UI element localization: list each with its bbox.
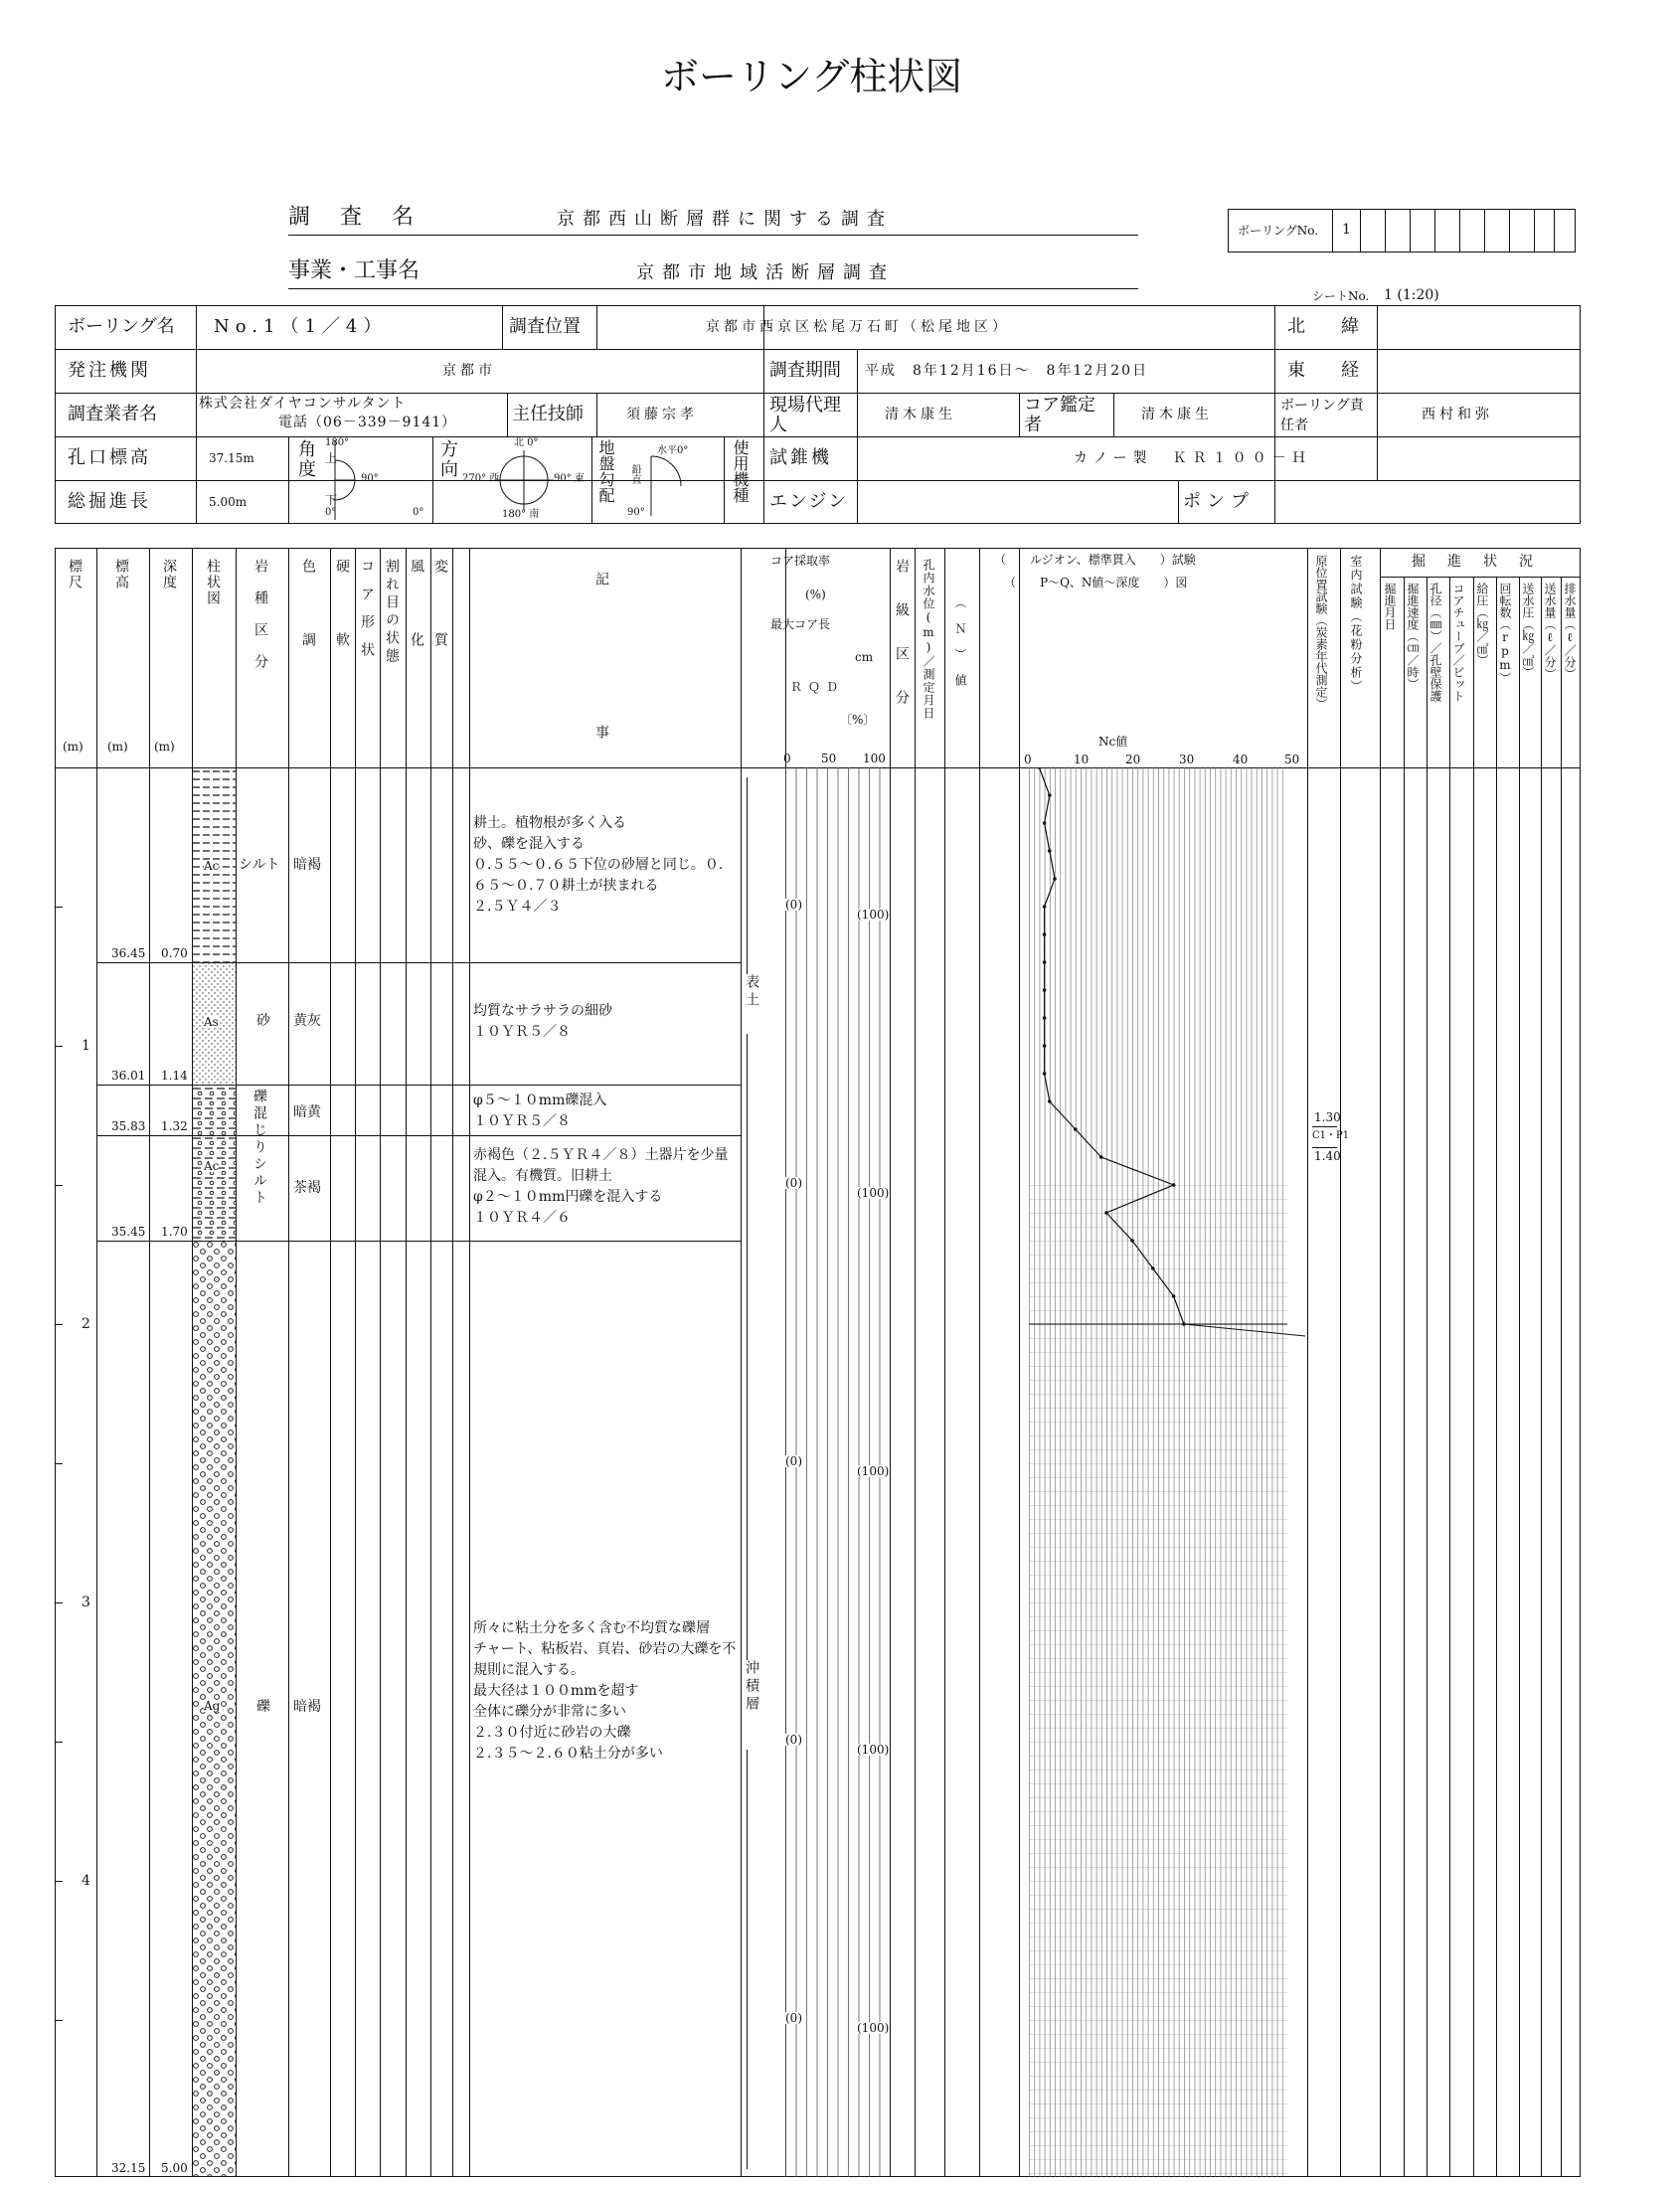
desc-line: φ２～１０mm円礫を混入する	[473, 1189, 663, 1205]
insitu-top: 1.30	[1314, 1110, 1341, 1124]
angle-diagram	[323, 438, 432, 522]
dir-north: 北 0°	[514, 437, 539, 448]
survey-name-label: 調 査 名	[288, 205, 419, 230]
col-alter: 変質	[432, 559, 448, 706]
chief-label: 主任技師	[512, 404, 584, 424]
slope-label: 地盤勾配	[596, 439, 615, 503]
nc-axis-50: 50	[1284, 753, 1300, 766]
core-reading-2-rqd: (100)	[857, 1186, 890, 1200]
drill-col-2: 掘進速度（㎝／時）	[1406, 583, 1420, 690]
boring-no-label: ボーリングNo.	[1238, 224, 1319, 238]
boring-name-label: ボーリング名	[68, 316, 175, 337]
dir-south: 180° 南	[502, 509, 540, 520]
layer-2-depth: 1.14	[161, 1069, 188, 1083]
nc-axis-30: 30	[1179, 753, 1195, 766]
project-name: 京都市地域活断層調査	[636, 262, 895, 283]
desc-line: ２.３０付近に砂岩の大礫	[473, 1725, 631, 1741]
orderer-label: 発注機関	[68, 360, 151, 381]
desc-line: 赤褐色（２.５ＹＲ４／８）土器片を少量	[473, 1147, 729, 1163]
desc-line: １０ＹＲ５／８	[473, 1024, 571, 1040]
desc-line: １０ＹＲ４／６	[473, 1210, 571, 1226]
layer-5-elev: 32.15	[111, 2161, 146, 2175]
layer-1-depth: 0.70	[161, 946, 188, 960]
layer-5-rock: 礫	[256, 1699, 270, 1715]
scale-tick-2: 2	[82, 1316, 90, 1332]
core-reading-1-rate: (0)	[785, 898, 802, 912]
nc-point	[1043, 932, 1047, 936]
layer-4-elev: 35.45	[111, 1225, 146, 1239]
nc-point	[1172, 1294, 1176, 1298]
layer-1-rock: シルト	[239, 857, 280, 873]
col-insitu: 原位置試験（炭素年代測定）	[1314, 555, 1328, 710]
dir-east: 90° 東	[554, 473, 585, 484]
dir-west: 270° 西	[462, 473, 500, 484]
col-column: 柱状図	[205, 559, 221, 606]
drill-col-8: 送水量（ℓ／分）	[1543, 583, 1557, 680]
nc-point	[1130, 1239, 1134, 1243]
layer-1-desc	[473, 813, 738, 918]
nc-point	[1099, 1155, 1103, 1159]
layer-2-color: 黄灰	[293, 1013, 321, 1029]
col-weather: 風化	[409, 559, 424, 706]
nc-point	[1074, 1127, 1078, 1131]
machine-label: 使用機種	[731, 439, 750, 503]
east-label: 東 経	[1287, 360, 1359, 381]
slope-horizontal: 水平0°	[657, 445, 689, 456]
nc-point	[1043, 1016, 1047, 1020]
engine-label: エンジン	[769, 491, 849, 512]
nc-point	[1104, 1211, 1108, 1215]
col-max-core: 最大コア長	[770, 617, 831, 631]
sheet-no-label: シートNo.	[1312, 289, 1370, 303]
col-desc: 記事	[593, 572, 609, 878]
col-color: 色調	[300, 559, 316, 706]
nc-point	[1048, 849, 1052, 853]
nc-point	[1172, 1183, 1176, 1187]
scale-tick-3: 3	[82, 1595, 90, 1610]
rig-label: 試錐機	[769, 447, 832, 468]
agent-label: 現場代理人	[769, 395, 841, 435]
desc-line: φ５～１０mm礫混入	[473, 1093, 607, 1108]
col-lugeon: （ ルジオン、標準貫入 ）試験	[994, 553, 1196, 567]
chief: 須藤宗孝	[626, 407, 698, 422]
layer-2-code: As	[204, 1015, 219, 1029]
col-core-rate-unit: (%)	[805, 588, 826, 601]
col-depth-unit: (m)	[154, 740, 175, 754]
layer-1-elev: 36.45	[111, 946, 146, 960]
layer-5-desc	[473, 1618, 738, 1765]
desc-line: 最大径は１００mmを超す	[473, 1683, 639, 1699]
contractor-label: 調査業者名	[68, 404, 157, 424]
elev-label: 孔口標高	[68, 447, 151, 468]
col-lugeon2: （ P～Q、N値～深度 ）図	[1004, 576, 1188, 589]
nc-axis-20: 20	[1125, 753, 1141, 766]
drill-col-5: 給圧（㎏／㎠）	[1475, 583, 1489, 666]
col-water: 孔内水位(m)／測定月日	[922, 559, 935, 720]
north-label: 北 緯	[1287, 316, 1359, 337]
nc-point	[1048, 793, 1052, 797]
direction-label: 方向	[437, 439, 458, 479]
col-core-rate: コア採取率	[770, 554, 831, 568]
insitu-bottom: 1.40	[1314, 1149, 1341, 1163]
col-scale-unit: (m)	[63, 740, 84, 754]
drill-col-6: 回転数（rpm）	[1498, 583, 1512, 684]
col-max-core-unit: cm	[855, 650, 874, 664]
col-rock-grade: 岩級区分	[894, 559, 910, 734]
core-reading-5-rate: (0)	[785, 2011, 802, 2025]
period-label: 調査期間	[769, 360, 841, 381]
col-rock: 岩種区分	[252, 559, 268, 686]
desc-line: 規則に混入する。	[473, 1662, 585, 1678]
desc-line: 全体に礫分が非常に多い	[473, 1704, 626, 1720]
layer-2-rock: 砂	[256, 1013, 270, 1029]
sheet-no: 1 (1:20)	[1384, 287, 1439, 303]
slope-diagram	[621, 438, 721, 522]
layer-5-code: Ag	[204, 1699, 221, 1713]
nc-chart	[1029, 767, 1307, 2177]
layer-5-color: 暗褐	[293, 1699, 321, 1715]
drill-col-3: 孔径（㎜）／孔壁保護	[1428, 583, 1442, 702]
col-core: コア形状	[359, 559, 375, 670]
desc-line: ０.５５～０.６５下位の砂層と同じ。０.	[473, 857, 724, 873]
page-title: ボーリング柱状図	[661, 55, 963, 98]
layer-1-color: 暗褐	[293, 857, 321, 873]
core-reading-1-rqd: (100)	[857, 908, 890, 922]
location: 京都市西京区松尾万石町（松尾地区）	[706, 319, 1010, 335]
core-reading-4-rate: (0)	[785, 1733, 802, 1747]
col-elev: 標高	[113, 559, 129, 590]
col-rqd: ＲＱＤ	[790, 680, 845, 694]
project-name-label: 事業・工事名	[288, 258, 420, 283]
layer-3-depth: 1.32	[161, 1119, 188, 1133]
core-person: 清木康生	[1141, 407, 1213, 422]
nc-axis-40: 40	[1233, 753, 1249, 766]
core-reading-4-rqd: (100)	[857, 1743, 890, 1757]
nc-point	[1043, 1072, 1047, 1076]
nc-point	[1043, 988, 1047, 992]
desc-line: チャート、粘板岩、頁岩、砂岩の大礫を不	[473, 1641, 737, 1657]
desc-line: ６５～０.７０耕土が挟まれる	[473, 878, 659, 894]
scale-tick-4: 4	[82, 1873, 90, 1889]
direction-diagram	[462, 438, 587, 522]
nc-point	[1043, 1044, 1047, 1048]
col-depth: 深度	[161, 559, 177, 590]
col-scale: 標尺	[67, 559, 83, 590]
nc-point	[1043, 960, 1047, 964]
contractor: 株式会社ダイヤコンサルタント	[199, 396, 407, 412]
angle-mark-up: 上	[325, 451, 338, 465]
angle-mark-right: 90°	[361, 473, 379, 484]
col-elev-unit: (m)	[107, 740, 128, 754]
survey-name: 京都西山断層群に関する調査	[557, 209, 893, 230]
core-reading-3-rqd: (100)	[857, 1464, 890, 1478]
nc-point	[1048, 1099, 1052, 1103]
angle-mark-top: 180°	[325, 437, 350, 448]
col-drill: 掘進状況	[1412, 554, 1555, 570]
layer-2-elev: 36.01	[111, 1069, 146, 1083]
core-reading-3-rate: (0)	[785, 1454, 802, 1468]
col-nc: Nc値	[1098, 735, 1128, 749]
core-axis-50: 50	[821, 752, 837, 765]
drill-col-4: コアチューブ／ビット	[1451, 583, 1465, 702]
layer-2-desc	[473, 1001, 738, 1043]
boring-no: 1	[1342, 222, 1351, 238]
desc-line: ２.３５～２.６０粘土分が多い	[473, 1746, 663, 1762]
angle-mark-down: 下	[325, 493, 338, 507]
period: 平成 8年12月16日～ 8年12月20日	[865, 363, 1149, 379]
nc-profile-plot	[1029, 767, 1307, 2177]
core-reading-5-rqd: (100)	[857, 2021, 890, 2035]
elev: 37.15m	[209, 451, 254, 465]
drill-col-1: 掘進月日	[1383, 583, 1397, 630]
stratum-2: 沖積層	[745, 1660, 758, 1750]
contractor-tel: 電話（06－339－9141）	[278, 415, 457, 430]
pump-label: ポンプ	[1183, 491, 1255, 512]
drill-col-9: 排水量（ℓ／分）	[1563, 583, 1577, 680]
stratum-1: 表土	[745, 974, 758, 1034]
layer-4-depth: 1.70	[161, 1225, 188, 1239]
insitu-name: C1・P1	[1312, 1130, 1350, 1141]
layer-4-color: 茶褐	[293, 1180, 321, 1196]
layer-4-code: Ac	[204, 1159, 220, 1173]
slope-vertical: 鉛直	[629, 464, 640, 484]
layer-3-elev: 35.83	[111, 1119, 146, 1133]
boring-resp: 西村和弥	[1422, 407, 1493, 422]
core-label: コア鑑定者	[1024, 395, 1095, 435]
desc-line: 混入。有機質。旧耕土	[473, 1168, 612, 1184]
core-reading-2-rate: (0)	[785, 1176, 802, 1190]
layer-4-desc	[473, 1145, 738, 1229]
desc-line: ２.５Ｙ４／３	[473, 899, 562, 915]
core-axis-100: 100	[863, 752, 886, 765]
slope-vertical-90: 90°	[627, 507, 645, 518]
desc-line: 均質なサラサラの細砂	[473, 1003, 612, 1019]
agent: 清木康生	[885, 407, 956, 422]
desc-line: 所々に粘土分を多く含む不均質な礫層	[473, 1620, 710, 1636]
desc-line: 耕土。植物根が多く入る	[473, 815, 626, 831]
boring-name: No.1（1／4）	[214, 316, 388, 337]
nc-axis-0: 0	[1024, 753, 1032, 766]
core-axis-0: 0	[783, 752, 791, 765]
layer-3-desc	[473, 1091, 738, 1132]
nc-point	[1151, 1266, 1155, 1270]
scale-tick-1: 1	[82, 1038, 90, 1054]
location-label: 調査位置	[509, 316, 581, 337]
column-pattern	[192, 767, 236, 2177]
layer-3-color: 暗黄	[293, 1104, 321, 1120]
layer-4-rock: 礫混じりシルト	[252, 1089, 267, 1207]
col-hard: 硬軟	[334, 559, 350, 706]
col-lab: 室内試験（花粉分析）	[1349, 555, 1363, 694]
col-n-value: （Ｎ）値	[953, 596, 967, 700]
col-rqd-unit: 〔%〕	[840, 713, 876, 727]
desc-line: 砂、礫を混入する	[473, 836, 585, 852]
angle-mark-bottom: 0°	[325, 507, 337, 518]
nc-point	[1053, 877, 1057, 881]
col-crack: 割れ目の状態	[384, 559, 400, 666]
layer-1-code: Ac	[204, 859, 220, 873]
depth: 5.00m	[209, 495, 248, 509]
orderer: 京都市	[442, 363, 496, 379]
depth-label: 総掘進長	[68, 491, 151, 512]
angle-mark-zero: 0°	[413, 507, 424, 518]
angle-label: 角度	[295, 439, 316, 479]
boring-resp-label: ボーリング責任者	[1280, 398, 1364, 433]
drill-col-7: 送水圧（㎏／㎠）	[1521, 583, 1535, 678]
desc-line: １０ＹＲ５／８	[473, 1113, 571, 1129]
nc-point	[1043, 905, 1047, 909]
rig: カノー製 ＫＲ１００－Ｈ	[1074, 450, 1312, 466]
layer-5-depth: 5.00	[161, 2161, 188, 2175]
nc-axis-10: 10	[1074, 753, 1090, 766]
nc-point	[1043, 821, 1047, 825]
